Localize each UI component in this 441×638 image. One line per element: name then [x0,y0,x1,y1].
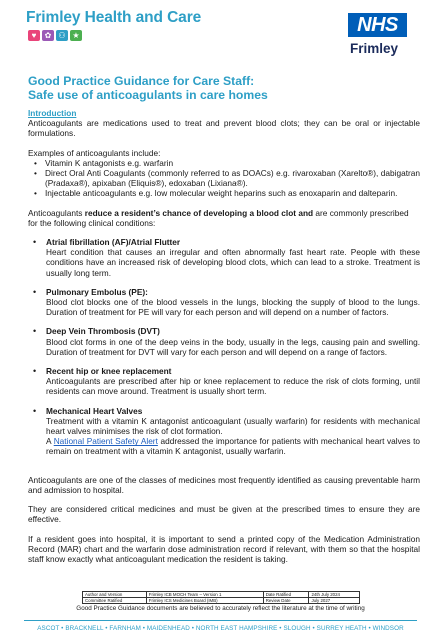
reduce-paragraph: Anticoagulants reduce a resident’s chance of developing a blood clot and are commonly prescribed for the following clinical conditions: [28,207,409,228]
brand-icons [28,30,82,41]
condition-title: • Atrial fibrillation (AF)/Atrial Flutter [46,237,181,248]
condition-hip-knee [46,366,420,397]
examples-lead: Examples of anticoagulants include: [28,147,161,158]
list-item: • Direct Oral Anti Coagulants (commonly referred to as DOACs) e.g. rivaroxaban (Xarelto®), dabigatran (Pradaxa®), apixaban (Eliquis®), edoxaban (Lixiana®). [45,168,420,188]
closing-paragraph: If a resident goes into hospital, it is important to send a printed copy of the Medication Administration Record (MAR) chart and the warfarin dose administration record if relevant, with them so that the hospital staff know exactly what anticoagulant medication the resident is taking. [28,533,420,564]
document-body [28,108,420,564]
condition-af [46,237,420,278]
list-item: • Vitamin K antagonists e.g. warfarin [45,158,420,168]
condition-pe [46,287,420,318]
page-header [0,0,441,64]
star-icon: ★ [70,30,82,41]
closing-paragraph: Anticoagulants are one of the classes of medicines most frequently identified as causing preventable harm and admission to hospital. [28,474,420,495]
patient-safety-alert-link[interactable]: National Patient Safety Alert [53,436,158,447]
condition-title: • Deep Vein Thrombosis (DVT) [46,326,160,337]
alert-paragraph: A National Patient Safety Alert addressed the importance for patients with mechanical heart valves to remain on treatment with a vitamin K antagonist, usually warfarin. [46,436,421,457]
condition-title: • Recent hip or knee replacement [46,366,172,377]
people-icon: ⚇ [56,30,68,41]
condition-title: • Pulmonary Embolus (PE): [46,286,148,297]
flower-icon: ✿ [42,30,54,41]
list-item: • Injectable anticoagulants e.g. low molecular weight heparins such as enoxaparin and dalteparin. [45,188,420,198]
nhs-logo: NHS [348,13,407,37]
condition-text: Heart condition that causes an irregular and often abnormally fast heart rate. People with these conditions have an increased risk of developing blood clots, which can lead to a stroke. Treatment is usually long term. [46,247,420,278]
intro-text: Anticoagulants are medications used to treat and prevent blood clots; they can be oral or injectable formulations. [28,118,420,139]
document-title [28,74,418,102]
examples-list [28,158,420,199]
closing-paragraph: They are considered critical medicines and must be given at the prescribed times to ensure they are effective. [28,504,420,525]
footer-towns: ASCOT • BRACKNELL • FARNHAM • MAIDENHEAD • NORTH EAST HAMPSHIRE • SLOUGH • SURREY HEATH • WINDSOR [37,625,404,632]
condition-heart-valves [46,406,420,457]
table-row: Committee Ratified Frimley ICS Medicines Board (IMB) Review Date July 2027 [83,598,360,604]
disclaimer: Good Practice Guidance documents are believed to accurately reflect the literature at the time of writing [76,605,365,612]
brand-name: Frimley Health and Care [26,9,202,26]
condition-title: • Mechanical Heart Valves [46,405,143,416]
condition-dvt [46,326,420,357]
condition-text: Blood clot blocks one of the blood vessels in the lungs, blocking the supply of blood to the lungs. Duration of treatment for PE will vary for each person and will depend on a number of factors. [46,297,420,318]
footer-divider [24,620,417,621]
table-row: Author and Version Frimley ICB MOCH Team – Version 1 Date Ratified 24th July 2024 [83,592,360,598]
intro-heading: Introduction [28,108,77,118]
condition-text: Blood clot forms in one of the deep veins in the body, usually in the legs, causing pain and swelling. Duration of treatment for DVT will vary for each person and will depend on a range of factors. [46,336,420,357]
title-line-1: Good Practice Guidance for Care Staff: [28,74,255,88]
document-control-table [82,591,360,604]
page-footer [0,620,441,638]
nhs-org-name: Frimley [350,41,399,56]
condition-text: Anticoagulants are prescribed after hip or knee replacement to reduce the risk of clots forming, until residents can move around. Treatment is usually short term. [46,376,420,397]
reduce-bold: reduce a resident’s chance of developing a blood clot and [84,207,314,218]
condition-text: Treatment with a vitamin K antagonist anticoagulant (usually warfarin) for residents with mechanical heart valves minimises the risk of clot formation. [46,415,420,437]
heart-icon: ♥ [28,30,40,41]
title-line-2: Safe use of anticoagulants in care homes [28,88,268,102]
